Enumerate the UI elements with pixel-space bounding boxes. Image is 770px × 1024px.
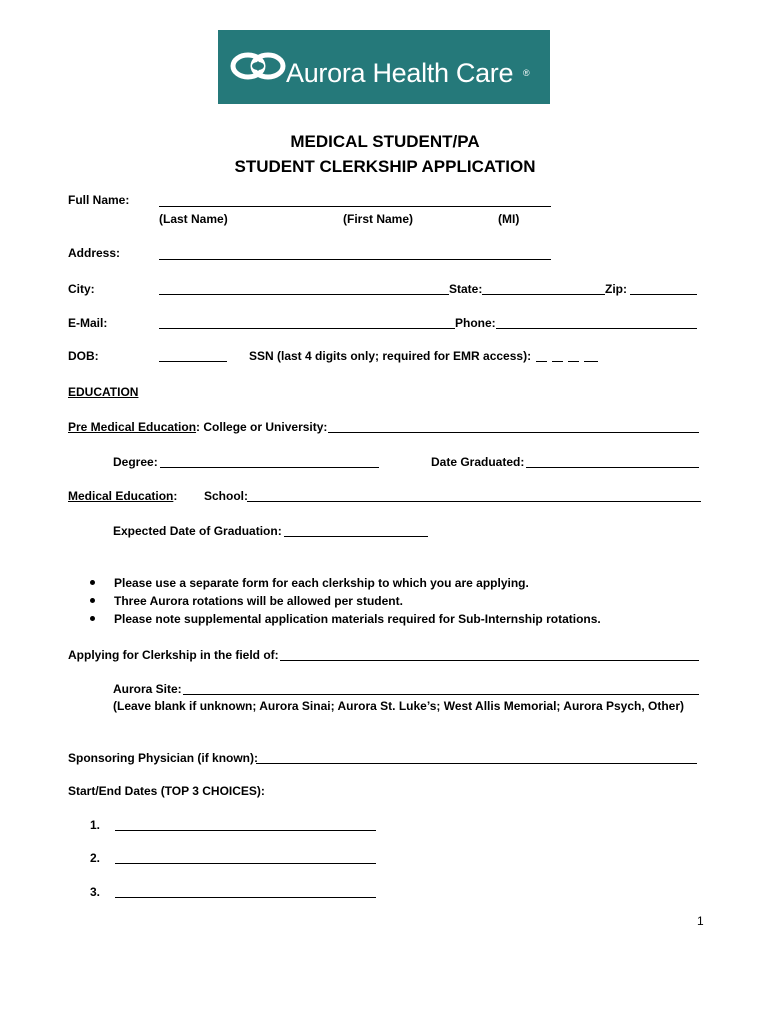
ssn-digit-2[interactable] xyxy=(552,361,563,362)
college-label: : College or University: xyxy=(196,420,328,434)
aurora-logo xyxy=(218,30,550,104)
email-label: E-Mail: xyxy=(68,316,108,330)
phone-label: Phone: xyxy=(455,316,496,330)
choice-1-label: 1. xyxy=(90,818,101,832)
aurora-site-note: (Leave blank if unknown; Aurora Sinai; Aurora St. Luke’s; West Allis Memorial; Aurora Psych, Other) xyxy=(113,699,684,713)
med-education-label: Medical Education xyxy=(68,489,174,503)
clerkship-field-label: Applying for Clerkship in the field of: xyxy=(68,648,279,662)
email-field[interactable] xyxy=(159,328,455,329)
logo-registered-mark: ® xyxy=(523,68,530,78)
dob-label: DOB: xyxy=(68,349,99,363)
ssn-digit-4[interactable] xyxy=(584,361,598,362)
city-label: City: xyxy=(68,282,95,296)
school-label: School: xyxy=(204,489,248,503)
ssn-digit-3[interactable] xyxy=(568,361,579,362)
aurora-swirl-icon xyxy=(228,42,288,92)
zip-field[interactable] xyxy=(630,294,697,295)
mi-caption: (MI) xyxy=(498,212,520,226)
choice-2-field[interactable] xyxy=(115,863,376,864)
choice-2-label: 2. xyxy=(90,851,101,865)
page-number: 1 xyxy=(697,914,704,928)
full-name-label: Full Name: xyxy=(68,193,130,207)
clerkship-field-input[interactable] xyxy=(280,660,699,661)
expected-grad-label: Expected Date of Graduation: xyxy=(113,524,282,538)
date-graduated-field[interactable] xyxy=(526,467,699,468)
degree-label: Degree: xyxy=(113,455,158,469)
list-item: Please note supplemental application materials required for Sub-Internship rotations. xyxy=(88,612,601,630)
state-field[interactable] xyxy=(482,294,605,295)
ssn-digit-1[interactable] xyxy=(536,361,547,362)
education-heading: EDUCATION xyxy=(68,385,139,399)
school-field[interactable] xyxy=(247,501,701,502)
first-name-caption: (First Name) xyxy=(343,212,414,226)
logo-text: Aurora Health Care xyxy=(286,58,514,88)
sponsor-field[interactable] xyxy=(256,763,697,764)
last-name-caption: (Last Name) xyxy=(159,212,228,226)
choice-1-field[interactable] xyxy=(115,830,376,831)
aurora-site-field[interactable] xyxy=(183,694,699,695)
choice-3-field[interactable] xyxy=(115,897,376,898)
title-line-1: MEDICAL STUDENT/PA xyxy=(290,132,480,151)
date-graduated-label: Date Graduated: xyxy=(431,455,525,469)
zip-label: Zip: xyxy=(605,282,627,296)
pre-med-label: Pre Medical Education xyxy=(68,420,197,434)
med-education-row xyxy=(68,490,177,502)
choice-3-label: 3. xyxy=(90,885,101,899)
address-label: Address: xyxy=(68,246,121,260)
aurora-site-label: Aurora Site: xyxy=(113,682,182,696)
dates-label: Start/End Dates (TOP 3 CHOICES): xyxy=(68,784,265,798)
sponsor-label: Sponsoring Physician (if known): xyxy=(68,751,259,765)
expected-grad-field[interactable] xyxy=(284,536,428,537)
pre-med-row xyxy=(68,421,327,433)
list-item: Three Aurora rotations will be allowed per student. xyxy=(88,594,601,612)
med-education-colon: : xyxy=(173,489,178,503)
title-line-2: STUDENT CLERKSHIP APPLICATION xyxy=(234,157,536,176)
dob-field[interactable] xyxy=(159,361,227,362)
address-field[interactable] xyxy=(159,259,551,260)
state-label: State: xyxy=(449,282,483,296)
instructions-list xyxy=(88,576,601,630)
city-field[interactable] xyxy=(159,294,449,295)
full-name-field[interactable] xyxy=(159,206,551,207)
list-item: Please use a separate form for each clerkship to which you are applying. xyxy=(88,576,601,594)
ssn-label: SSN (last 4 digits only; required for EMR access): xyxy=(249,349,532,363)
college-field[interactable] xyxy=(328,432,699,433)
degree-field[interactable] xyxy=(160,467,379,468)
phone-field[interactable] xyxy=(496,328,697,329)
